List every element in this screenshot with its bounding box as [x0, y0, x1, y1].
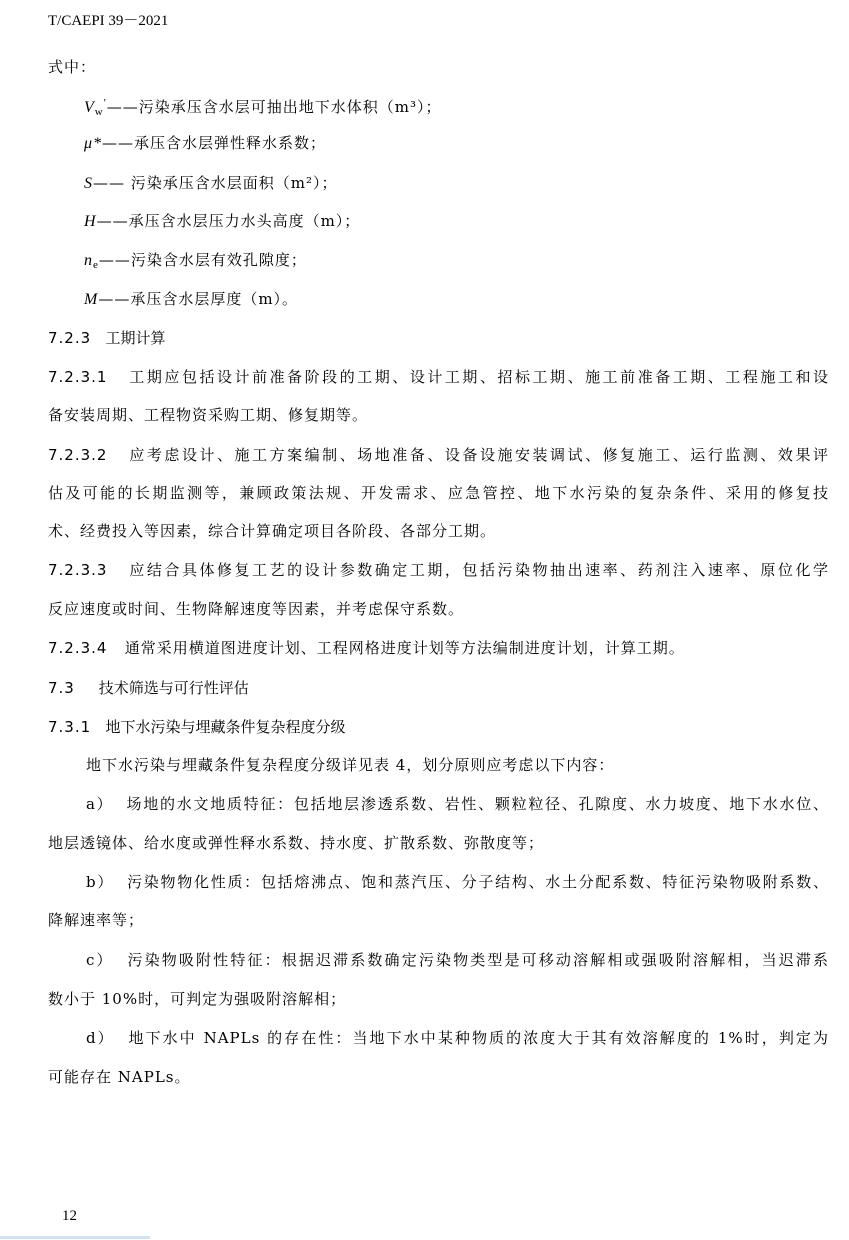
symbol-s: S [84, 175, 93, 192]
footer-divider [0, 1236, 150, 1239]
clause-7-2-3-4-line1: 7.2.3.4 通常采用横道图进度计划、工程网格进度计划等方法编制进度计划，计算工期。 [48, 639, 685, 657]
symbol-m: M [84, 291, 99, 308]
symbol-vw: $V_w'$ [84, 97, 107, 118]
symbol-mu: μ* [84, 135, 103, 152]
item-c-line2: 数小于 10%时，可判定为强吸附溶解相； [48, 990, 347, 1008]
definition-s: S—— 污染承压含水层面积（m²）； [84, 174, 338, 192]
section-7-3-1-heading: 7.3.1 地下水污染与埋藏条件复杂程度分级 [48, 718, 346, 736]
clause-7-2-3-1-line2: 备安装周期、工程物资采购工期、修复期等。 [48, 406, 369, 424]
definition-h: H——承压含水层压力水头高度（m）； [84, 212, 361, 230]
item-b-line1: b） 污染物物化性质：包括熔沸点、饱和蒸汽压、分子结构、水土分配系数、特征污染物吸附系数、 [86, 873, 829, 891]
clause-7-2-3-1-line1: 7.2.3.1 工期应包括设计前准备阶段的工期、设计工期、招标工期、施工前准备工期、工程施工和设 [48, 368, 829, 386]
symbol-h: H [84, 213, 97, 230]
item-b-line2: 降解速率等； [48, 911, 145, 929]
clause-7-2-3-3-line1: 7.2.3.3 应结合具体修复工艺的设计参数确定工期，包括污染物抽出速率、药剂注入速率、原位化学 [48, 561, 829, 579]
section-7-2-3-heading: 7.2.3 工期计算 [48, 329, 166, 347]
definition-vw: $V_w'——$污染承压含水层可抽出地下水体积（m³）； [84, 97, 442, 118]
clause-7-2-3-2-line2: 估及可能的长期监测等，兼顾政策法规、开发需求、应急管控、地下水污染的复杂条件、采用的修复技 [48, 484, 829, 502]
document-code: T/CAEPI 39－2021 [48, 13, 169, 29]
clause-7-2-3-3-line2: 反应速度或时间、生物降解速度等因素，并考虑保守系数。 [48, 600, 465, 618]
definition-m: M——承压含水层厚度（m）。 [84, 290, 299, 308]
symbol-ne: $n_e$ [84, 252, 99, 271]
clause-7-2-3-2-line1: 7.2.3.2 应考虑设计、施工方案编制、场地准备、设备设施安装调试、修复施工、运行监测、效果评 [48, 446, 829, 464]
item-c-line1: c） 污染物吸附性特征：根据迟滞系数确定污染物类型是可移动溶解相或强吸附溶解相，当迟滞系 [86, 951, 829, 969]
where-label: 式中： [48, 58, 97, 76]
item-d-line2: 可能存在 NAPLs。 [48, 1068, 191, 1086]
definition-mu: μ*——承压含水层弹性释水系数； [84, 134, 327, 152]
page-number: 12 [62, 1208, 77, 1224]
section-7-3-heading: 7.3 技术筛选与可行性评估 [48, 679, 249, 697]
item-a-line1: a） 场地的水文地质特征：包括地层渗透系数、岩性、颗粒粒径、孔隙度、水力坡度、地下水水位、 [86, 795, 829, 813]
definition-ne: $n_e——$污染含水层有效孔隙度； [84, 251, 307, 271]
clause-7-2-3-2-line3: 术、经费投入等因素，综合计算确定项目各阶段、各部分工期。 [48, 522, 497, 540]
item-a-line2: 地层透镜体、给水度或弹性释水系数、持水度、扩散系数、弥散度等； [48, 834, 545, 852]
item-d-line1: d） 地下水中 NAPLs 的存在性：当地下水中某种物质的浓度大于其有效溶解度的 1%时，判定为 [86, 1029, 829, 1047]
intro-paragraph: 地下水污染与埋藏条件复杂程度分级详见表 4，划分原则应考虑以下内容： [86, 756, 615, 774]
